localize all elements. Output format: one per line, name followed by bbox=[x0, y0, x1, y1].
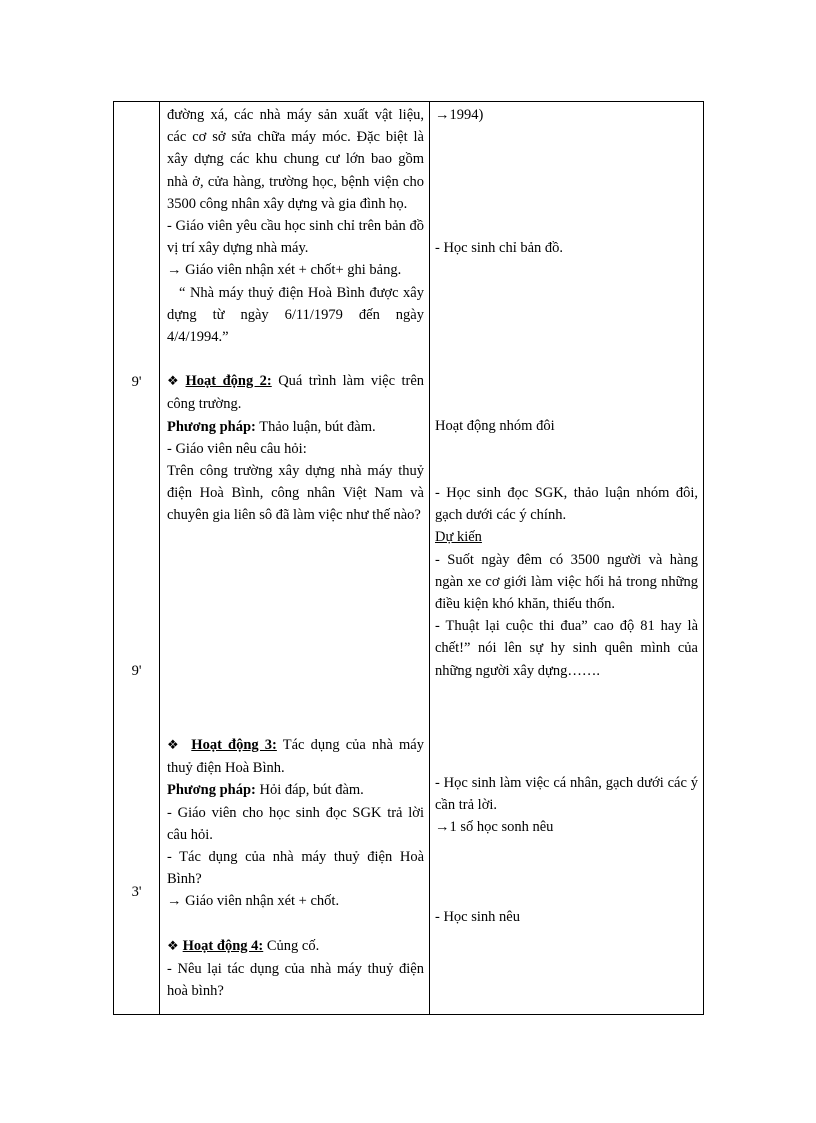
student-activities bbox=[435, 482, 698, 682]
student-text: →1994) bbox=[435, 107, 484, 123]
student-text: - Học sinh đọc SGK, thảo luận nhóm đôi, gạch dưới các ý chính. bbox=[435, 485, 698, 524]
activity-title-rest: Tác dụng của nhà máy thuỷ điện Hoà Bình. bbox=[167, 737, 424, 777]
time-cell: 3' bbox=[131, 884, 142, 900]
method-text: Hỏi đáp, bút đàm. bbox=[255, 782, 364, 799]
student-text: Hoạt động nhóm đôi bbox=[435, 418, 555, 434]
teacher-quote: “ Nhà máy thuỷ điện Hoà Bình được xây dựng từ ngày 6/11/1979 đến ngày 4/4/1994.” bbox=[167, 284, 424, 346]
method-line bbox=[167, 416, 424, 438]
teacher-activities-2 bbox=[167, 734, 424, 1002]
diamond-bullet-icon: ❖ bbox=[167, 374, 182, 390]
activity-title: Hoạt động 4: bbox=[182, 937, 264, 954]
activity-4-heading bbox=[167, 935, 424, 958]
student-text: - Học sinh nêu bbox=[435, 909, 520, 925]
student-text: - Suốt ngày đêm có 3500 người và hàng ngàn xe cơ giới làm việc hối hả trong những điều kiện khó khăn, thiếu thốn. bbox=[435, 551, 698, 613]
teacher-text: - Giáo viên yêu cầu học sinh chỉ trên bản đồ vị trí xây dựng nhà máy. bbox=[167, 218, 424, 257]
method-label: Phương pháp: bbox=[167, 418, 256, 435]
activity-title-rest: Củng cố. bbox=[263, 937, 320, 954]
activity-title: Hoạt động 3: bbox=[191, 737, 277, 753]
column-divider bbox=[429, 102, 430, 1014]
diamond-bullet-icon: ❖ bbox=[167, 938, 179, 954]
teacher-text: đường xá, các nhà máy sản xuất vật liệu, các cơ sở sửa chữa máy móc. Đặc biệt là xây dựng các khu chung cư lớn bao gồm nhà ở, cửa hàng, trường học, bệnh viện cho 3500 công nhân xây dựng và gia đình họ. bbox=[167, 107, 424, 212]
time-cell: 9' bbox=[131, 374, 142, 390]
student-text: - Thuật lại cuộc thi đua” cao độ 81 hay là chết!” nói lên sự hy sinh quên mình của những người xây dựng……. bbox=[435, 618, 698, 679]
teacher-text: - Giáo viên cho học sinh đọc SGK trả lời câu hỏi. bbox=[167, 804, 424, 843]
diamond-bullet-icon: ❖ bbox=[167, 738, 182, 753]
activity-3-heading bbox=[167, 734, 424, 779]
time-cell: 9' bbox=[131, 663, 142, 679]
activity-title: Hoạt động 2: bbox=[185, 373, 272, 390]
teacher-text: - Giáo viên nêu câu hỏi: bbox=[167, 440, 307, 457]
column-divider bbox=[159, 102, 160, 1014]
student-text: →1 số học sonh nêu bbox=[435, 819, 554, 836]
activity-title-rest: Quá trình làm việc trên công trường. bbox=[167, 373, 424, 413]
teacher-text: Trên công trường xây dựng nhà máy thuỷ điện Hoà Bình, công nhân Việt Nam và chuyên gia liên sô đã làm việc như thế nào? bbox=[167, 463, 424, 524]
activity-2-heading bbox=[167, 370, 424, 415]
expected-label: Dự kiến bbox=[435, 529, 482, 546]
method-text: Thảo luận, bút đàm. bbox=[255, 418, 376, 435]
teacher-text: → Giáo viên nhận xét + chốt. bbox=[167, 893, 340, 910]
teacher-text: - Nêu lại tác dụng của nhà máy thuỷ điện hoà bình? bbox=[167, 960, 424, 1000]
lesson-table bbox=[113, 101, 704, 1015]
method-label: Phương pháp: bbox=[167, 782, 256, 799]
teacher-activities bbox=[167, 104, 424, 527]
student-activities-2 bbox=[435, 772, 698, 839]
teacher-text: - Tác dụng của nhà máy thuỷ điện Hoà Bình? bbox=[167, 849, 424, 888]
method-line bbox=[167, 779, 424, 801]
student-text: - Học sinh chỉ bản đồ. bbox=[435, 240, 564, 256]
teacher-text: → Giáo viên nhận xét + chốt+ ghi bảng. bbox=[167, 262, 402, 279]
student-text: - Học sinh làm việc cá nhân, gạch dưới các ý cần trả lời. bbox=[435, 775, 698, 814]
